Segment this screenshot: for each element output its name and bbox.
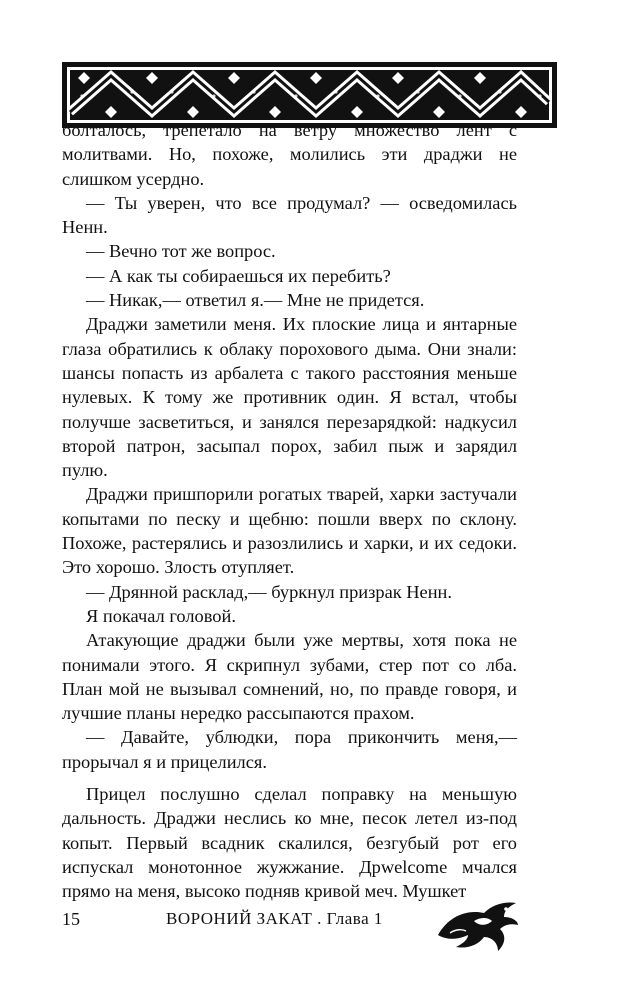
paragraph: Атакующие драджи были уже мертвы, хотя пока не понимали этого. Я скрипнул зубами, стер пот со лба. План мой не вызывал сомнений, но, по правде говоря, и лучшие планы нередко рассыпаются прахом. bbox=[62, 630, 517, 724]
paragraph: — А как ты собираешься их перебить? bbox=[86, 265, 391, 286]
paragraph: Прицел послушно сделал поправку на меньшую дальность. Драджи неслись ко мне, песок летел из-под копыт. Первый всадник скалился, безгубый рот его испускал монотонное жужжание. Дрwelcome мчался прямо на меня, высоко подняв кривой меч. Мушкет bbox=[62, 784, 517, 902]
paragraph: — Дрянной расклад,— буркнул призрак Ненн. bbox=[86, 581, 452, 602]
paragraph: Драджи заметили меня. Их плоские лица и янтарные глаза обратились к облаку порохового дыма. Они знали: шансы попасть из арбалета с такого расстояния меньше нулевых. К тому же противник один. Я встал, чтобы получше засветиться, и занялся перезарядкой: надкусил второй патрон, засыпал порох, забил пыж и зарядил пулю. bbox=[62, 314, 517, 481]
paragraph: — Ты уверен, что все продумал? — осведомилась Ненн. bbox=[62, 192, 517, 238]
paragraph: Я покачал головой. bbox=[86, 605, 236, 626]
paragraph: болталось, трепетало на ветру множество лент с молитвами. Но, похоже, молились эти драджи не слишком усердно. bbox=[62, 120, 517, 189]
dragon-icon bbox=[434, 895, 520, 955]
running-title: ВОРОНИЙ ЗАКАТ . Глава 1 bbox=[166, 909, 383, 928]
paragraph: — Вечно тот же вопрос. bbox=[86, 241, 276, 262]
paragraph: — Давайте, ублюдки, пора прикончить меня,— прорычал я и прицелился. bbox=[62, 727, 517, 772]
body-text bbox=[62, 118, 517, 904]
page-number: 15 bbox=[62, 909, 80, 929]
paragraph: — Никак,— ответил я.— Мне не придется. bbox=[86, 290, 425, 311]
paragraph: Драджи пришпорили рогатых тварей, харки застучали копытами по песку и щебню: пошли вверх по склону. Похоже, растерялись и разозлились и харки, и их седоки. Это хорошо. Злость отупляет. bbox=[62, 484, 517, 578]
page-footer bbox=[62, 903, 557, 963]
